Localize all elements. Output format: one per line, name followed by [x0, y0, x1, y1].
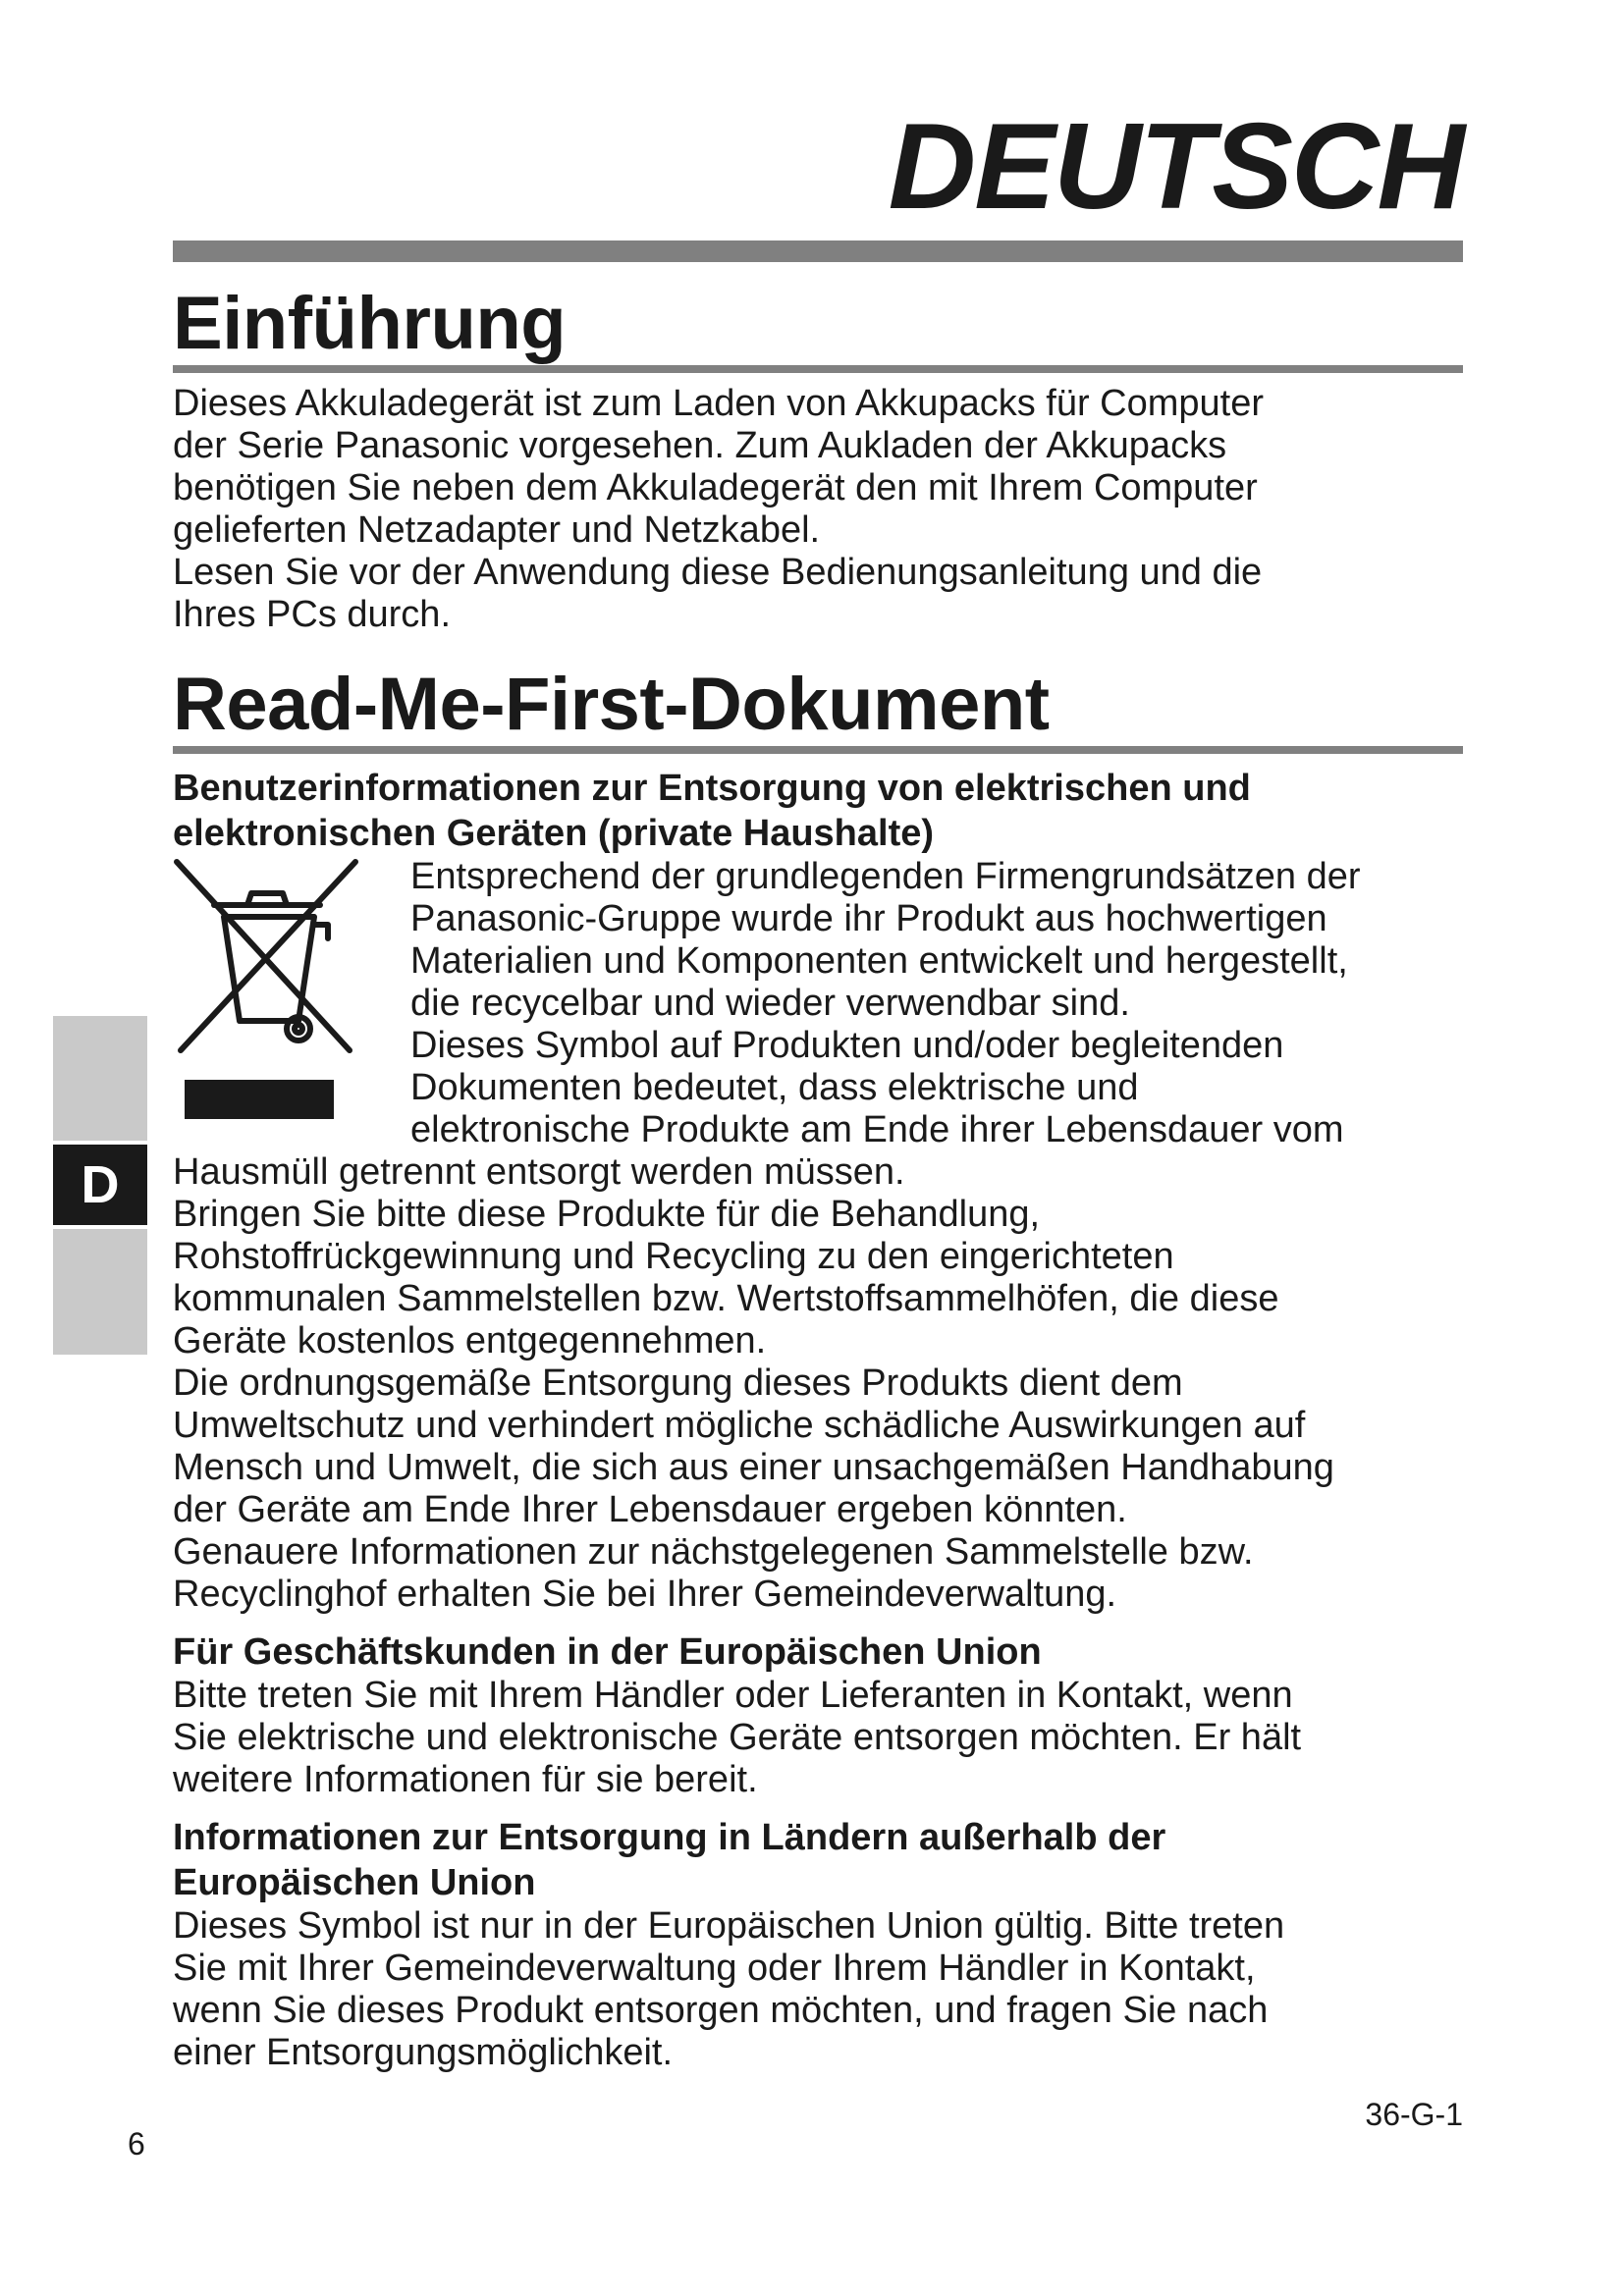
intro-heading: Einführung: [173, 285, 1463, 373]
intro-line: Ihres PCs durch.: [173, 593, 451, 635]
weee-line: Dokumenten bedeutet, dass elektrische und: [410, 1066, 1139, 1108]
private-line: Bringen Sie bitte diese Produkte für die Behandlung,: [173, 1193, 1041, 1235]
language-title: DEUTSCH: [888, 99, 1463, 235]
intro-line: Lesen Sie vor der Anwendung diese Bedienungsanleitung und die: [173, 551, 1263, 593]
weee-black-bar: [185, 1080, 334, 1119]
crossed-out-wheelie-bin-icon: [173, 856, 408, 1136]
weee-block: [173, 856, 1463, 1151]
readme-heading: Read-Me-First-Dokument: [173, 666, 1463, 754]
document-code: 36-G-1: [1365, 2097, 1463, 2132]
intro-line: Dieses Akkuladegerät ist zum Laden von Akkupacks für Computer: [173, 382, 1265, 424]
private-line: Hausmüll getrennt entsorgt werden müssen.: [173, 1150, 905, 1193]
private-households-heading: Benutzerinformationen zur Entsorgung von elektrischen und: [173, 767, 1251, 809]
private-households-heading: elektronischen Geräten (private Haushalte): [173, 812, 935, 854]
outside-eu-heading: Europäischen Union: [173, 1861, 536, 1903]
outside-line: wenn Sie dieses Produkt entsorgen möchten, und fragen Sie nach: [173, 1989, 1269, 2031]
outside-line: Sie mit Ihrer Gemeindeverwaltung oder Ihrem Händler in Kontakt,: [173, 1947, 1256, 1989]
private-line: Genauere Informationen zur nächstgelegenen Sammelstelle bzw.: [173, 1530, 1254, 1573]
outside-line: einer Entsorgungsmöglichkeit.: [173, 2031, 674, 2073]
header-rule: [173, 240, 1463, 262]
private-line: Rohstoffrückgewinnung und Recycling zu den eingerichteten: [173, 1235, 1174, 1277]
private-line: der Geräte am Ende Ihrer Lebensdauer ergeben könnten.: [173, 1488, 1127, 1530]
private-line: Recyclinghof erhalten Sie bei Ihrer Gemeindeverwaltung.: [173, 1573, 1117, 1615]
page-number: 6: [128, 2126, 145, 2162]
weee-line: Entsprechend der grundlegenden Firmengrundsätzen der: [410, 855, 1361, 897]
business-line: Bitte treten Sie mit Ihrem Händler oder Lieferanten in Kontakt, wenn: [173, 1674, 1293, 1716]
intro-line: der Serie Panasonic vorgesehen. Zum Aukladen der Akkupacks: [173, 424, 1227, 466]
outside-eu-heading: Informationen zur Entsorgung in Ländern außerhalb der: [173, 1816, 1166, 1858]
page-content: [173, 282, 1463, 2074]
business-customers-heading: Für Geschäftskunden in der Europäischen Union: [173, 1630, 1042, 1673]
weee-line: Materialien und Komponenten entwickelt und hergestellt,: [410, 939, 1348, 982]
private-line: Geräte kostenlos entgegennehmen.: [173, 1319, 767, 1362]
weee-line: die recycelbar und wieder verwendbar sind.: [410, 982, 1130, 1024]
intro-line: gelieferten Netzadapter und Netzkabel.: [173, 508, 821, 551]
intro-line: benötigen Sie neben dem Akkuladegerät den mit Ihrem Computer: [173, 466, 1258, 508]
side-tab-upper: [53, 1016, 147, 1141]
private-line: Umweltschutz und verhindert mögliche schädliche Auswirkungen auf: [173, 1404, 1306, 1446]
side-tab-letter: D: [53, 1145, 147, 1225]
weee-line: Dieses Symbol auf Produkten und/oder begleitenden: [410, 1024, 1284, 1066]
business-line: Sie elektrische und elektronische Geräte entsorgen möchten. Er hält: [173, 1716, 1302, 1758]
weee-line: Panasonic-Gruppe wurde ihr Produkt aus hochwertigen: [410, 897, 1327, 939]
outside-line: Dieses Symbol ist nur in der Europäischen Union gültig. Bitte treten: [173, 1904, 1285, 1947]
side-tab-lower: [53, 1229, 147, 1355]
private-line: Die ordnungsgemäße Entsorgung dieses Produkts dient dem: [173, 1362, 1183, 1404]
business-line: weitere Informationen für sie bereit.: [173, 1758, 758, 1800]
weee-line: elektronische Produkte am Ende ihrer Lebensdauer vom: [410, 1108, 1344, 1150]
private-line: Mensch und Umwelt, die sich aus einer unsachgemäßen Handhabung: [173, 1446, 1334, 1488]
private-line: kommunalen Sammelstellen bzw. Wertstoffsammelhöfen, die diese: [173, 1277, 1279, 1319]
